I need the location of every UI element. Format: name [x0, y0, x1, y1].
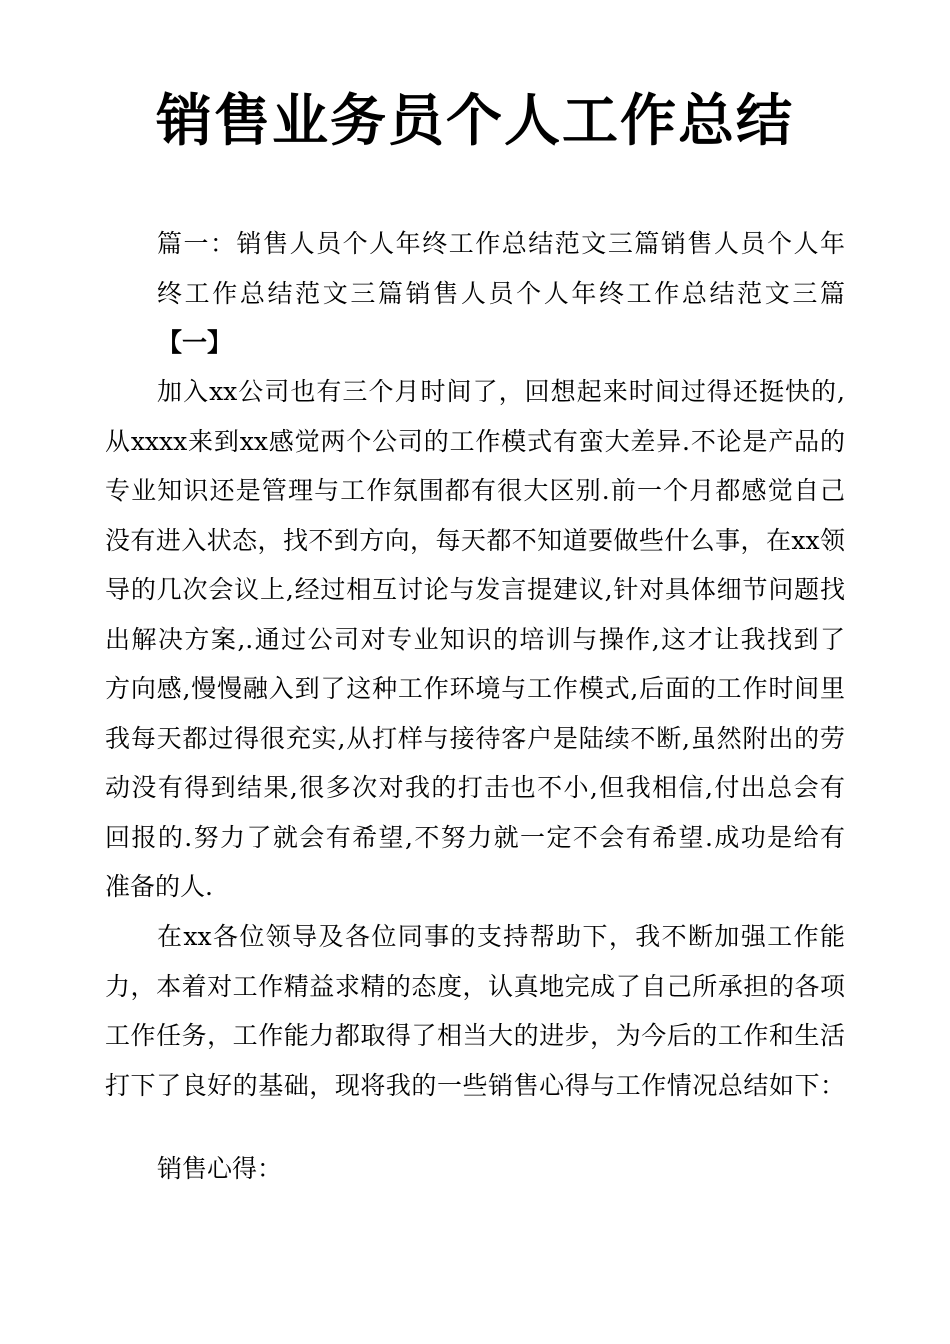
- document-title: 销售业务员个人工作总结: [156, 89, 794, 154]
- p1-line-10: 回报的.努力了就会有希望,不努力就一定不会有希望.成功是给有: [105, 822, 845, 852]
- intro-line-3: 【一】: [157, 328, 233, 357]
- p1-line-5: 导的几次会议上,经过相互讨论与发言提建议,针对具体细节问题找: [105, 575, 845, 604]
- section-heading: 销售心得：: [157, 1154, 283, 1183]
- intro-paragraph: [105, 219, 845, 368]
- intro-line-1: 篇一：销售人员个人年终工作总结范文三篇销售人员个人年: [157, 229, 845, 258]
- p1-line-6: 出解决方案,.通过公司对专业知识的培训与操作,这才让我找到了: [105, 624, 845, 654]
- p1-line-1: 加入xx公司也有三个月时间了，回想起来时间过得还挺快的,: [157, 377, 845, 406]
- p1-line-3: 专业知识还是管理与工作氛围都有很大区别.前一个月都感觉自己: [105, 476, 845, 505]
- p2-line-2: 力，本着对工作精益求精的态度，认真地完成了自己所承担的各项: [105, 971, 845, 1001]
- p1-line-2: 从xxxx来到xx感觉两个公司的工作模式有蛮大差异.不论是产品的: [105, 426, 845, 456]
- p1-line-8: 我每天都过得很充实,从打样与接待客户是陆续不断,虽然附出的劳: [105, 723, 845, 753]
- body-paragraph-2: [105, 912, 845, 1110]
- body-paragraph-1: [105, 367, 845, 912]
- section-heading-block: [105, 1144, 845, 1194]
- p2-line-4: 打下了良好的基础，现将我的一些销售心得与工作情况总结如下：: [105, 1070, 845, 1100]
- p2-line-3: 工作任务，工作能力都取得了相当大的进步，为今后的工作和生活: [105, 1021, 845, 1050]
- p1-line-9: 动没有得到结果,很多次对我的打击也不小,但我相信,付出总会有: [105, 773, 845, 802]
- p2-line-1: 在xx各位领导及各位同事的支持帮助下，我不断加强工作能: [157, 922, 845, 951]
- p1-line-7: 方向感,慢慢融入到了这种工作环境与工作模式,后面的工作时间里: [105, 674, 845, 703]
- p1-line-4: 没有进入状态，找不到方向，每天都不知道要做些什么事，在xx领: [105, 525, 845, 555]
- intro-line-2: 终工作总结范文三篇销售人员个人年终工作总结范文三篇: [157, 278, 845, 308]
- p1-line-11: 准备的人.: [105, 872, 213, 901]
